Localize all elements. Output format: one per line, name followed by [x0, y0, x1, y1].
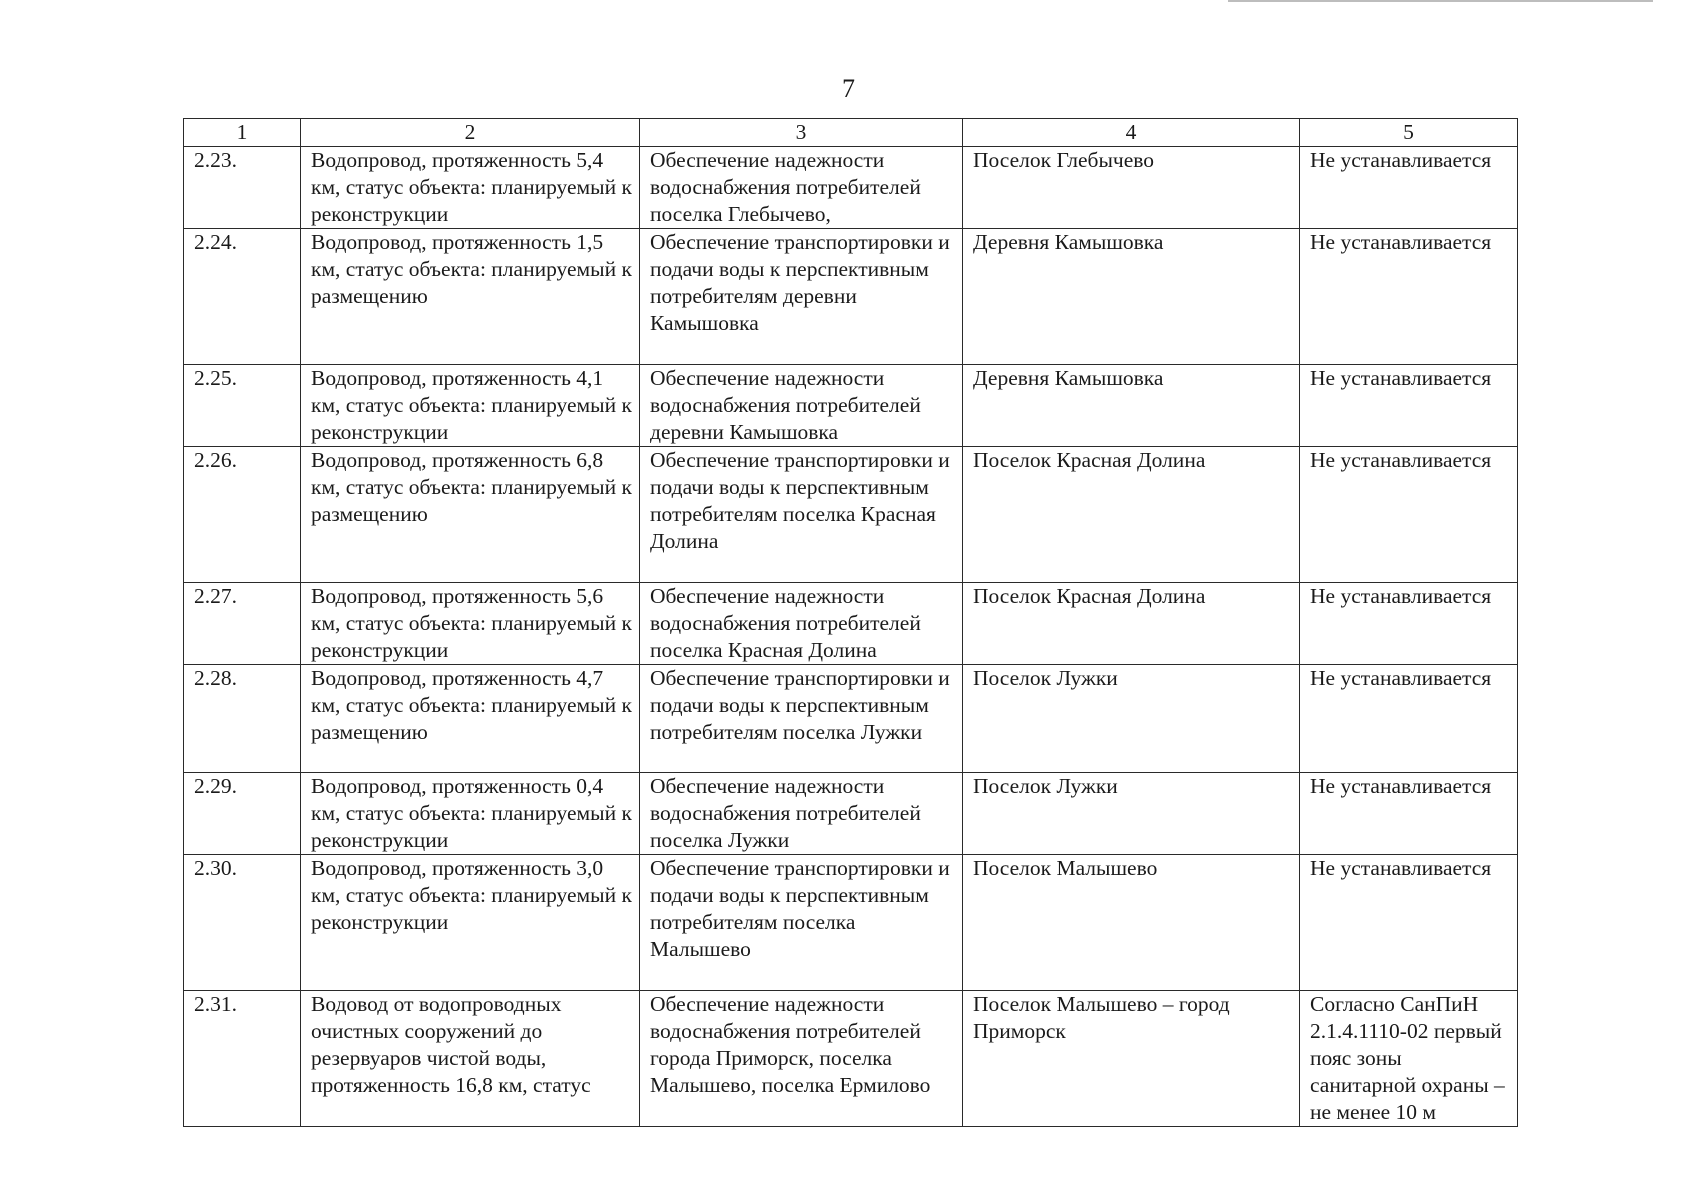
- object-location: Поселок Малышево: [963, 855, 1300, 991]
- table-row: [184, 855, 1518, 991]
- object-location: Деревня Камышовка: [963, 229, 1300, 365]
- object-description: Водопровод, протяженность 0,4 км, статус объекта: планируемый к реконструкции: [301, 773, 640, 855]
- object-purpose: Обеспечение транспортировки и подачи воды к перспективным потребителям поселка Красная Долина: [640, 447, 963, 583]
- table-row: [184, 365, 1518, 447]
- top-edge-rule: [1228, 0, 1653, 2]
- page-number: 7: [842, 74, 855, 103]
- row-number: 2.24.: [184, 229, 301, 365]
- object-location: Деревня Камышовка: [963, 365, 1300, 447]
- row-number: 2.27.: [184, 583, 301, 665]
- row-number: 2.30.: [184, 855, 301, 991]
- object-purpose: Обеспечение надежности водоснабжения потребителей поселка Лужки: [640, 773, 963, 855]
- object-purpose: Обеспечение надежности водоснабжения потребителей деревни Камышовка: [640, 365, 963, 447]
- object-location: Поселок Лужки: [963, 773, 1300, 855]
- column-header-1: 1: [184, 119, 301, 147]
- object-purpose: Обеспечение транспортировки и подачи воды к перспективным потребителям поселка Лужки: [640, 665, 963, 773]
- protection-zone: Не устанавливается: [1300, 665, 1518, 773]
- object-description: Водопровод, протяженность 5,4 км, статус объекта: планируемый к реконструкции: [301, 147, 640, 229]
- object-purpose: Обеспечение надежности водоснабжения потребителей поселка Глебычево,: [640, 147, 963, 229]
- protection-zone: Не устанавливается: [1300, 583, 1518, 665]
- table-row: [184, 147, 1518, 229]
- object-purpose: Обеспечение надежности водоснабжения потребителей поселка Красная Долина: [640, 583, 963, 665]
- column-header-2: 2: [301, 119, 640, 147]
- object-description: Водопровод, протяженность 6,8 км, статус объекта: планируемый к размещению: [301, 447, 640, 583]
- objects-table: [183, 118, 1518, 1127]
- object-description: Водовод от водопроводных очистных сооружений до резервуаров чистой воды, протяженность 16,8 км, статус: [301, 991, 640, 1127]
- column-header-4: 4: [963, 119, 1300, 147]
- protection-zone: Не устанавливается: [1300, 447, 1518, 583]
- table-row: [184, 583, 1518, 665]
- row-number: 2.25.: [184, 365, 301, 447]
- object-location: Поселок Красная Долина: [963, 447, 1300, 583]
- row-number: 2.28.: [184, 665, 301, 773]
- row-number: 2.23.: [184, 147, 301, 229]
- protection-zone: Не устанавливается: [1300, 147, 1518, 229]
- object-description: Водопровод, протяженность 5,6 км, статус объекта: планируемый к реконструкции: [301, 583, 640, 665]
- table-row: [184, 447, 1518, 583]
- object-location: Поселок Глебычево: [963, 147, 1300, 229]
- protection-zone: Не устанавливается: [1300, 855, 1518, 991]
- object-location: Поселок Лужки: [963, 665, 1300, 773]
- protection-zone: Не устанавливается: [1300, 229, 1518, 365]
- object-description: Водопровод, протяженность 1,5 км, статус объекта: планируемый к размещению: [301, 229, 640, 365]
- row-number: 2.26.: [184, 447, 301, 583]
- object-purpose: Обеспечение транспортировки и подачи воды к перспективным потребителям деревни Камышовка: [640, 229, 963, 365]
- object-description: Водопровод, протяженность 3,0 км, статус объекта: планируемый к реконструкции: [301, 855, 640, 991]
- column-header-3: 3: [640, 119, 963, 147]
- protection-zone: Согласно СанПиН 2.1.4.1110-02 первый пояс зоны санитарной охраны – не менее 10 м: [1300, 991, 1518, 1127]
- column-header-5: 5: [1300, 119, 1518, 147]
- object-purpose: Обеспечение транспортировки и подачи воды к перспективным потребителям поселка Малышево: [640, 855, 963, 991]
- protection-zone: Не устанавливается: [1300, 365, 1518, 447]
- table-row: [184, 229, 1518, 365]
- object-description: Водопровод, протяженность 4,7 км, статус объекта: планируемый к размещению: [301, 665, 640, 773]
- table-row: [184, 773, 1518, 855]
- object-purpose: Обеспечение надежности водоснабжения потребителей города Приморск, поселка Малышево, поселка Ермилово: [640, 991, 963, 1127]
- row-number: 2.31.: [184, 991, 301, 1127]
- row-number: 2.29.: [184, 773, 301, 855]
- table-header-row: [184, 119, 1518, 147]
- object-location: Поселок Красная Долина: [963, 583, 1300, 665]
- table-row: [184, 991, 1518, 1127]
- protection-zone: Не устанавливается: [1300, 773, 1518, 855]
- object-description: Водопровод, протяженность 4,1 км, статус объекта: планируемый к реконструкции: [301, 365, 640, 447]
- object-location: Поселок Малышево – город Приморск: [963, 991, 1300, 1127]
- table-row: [184, 665, 1518, 773]
